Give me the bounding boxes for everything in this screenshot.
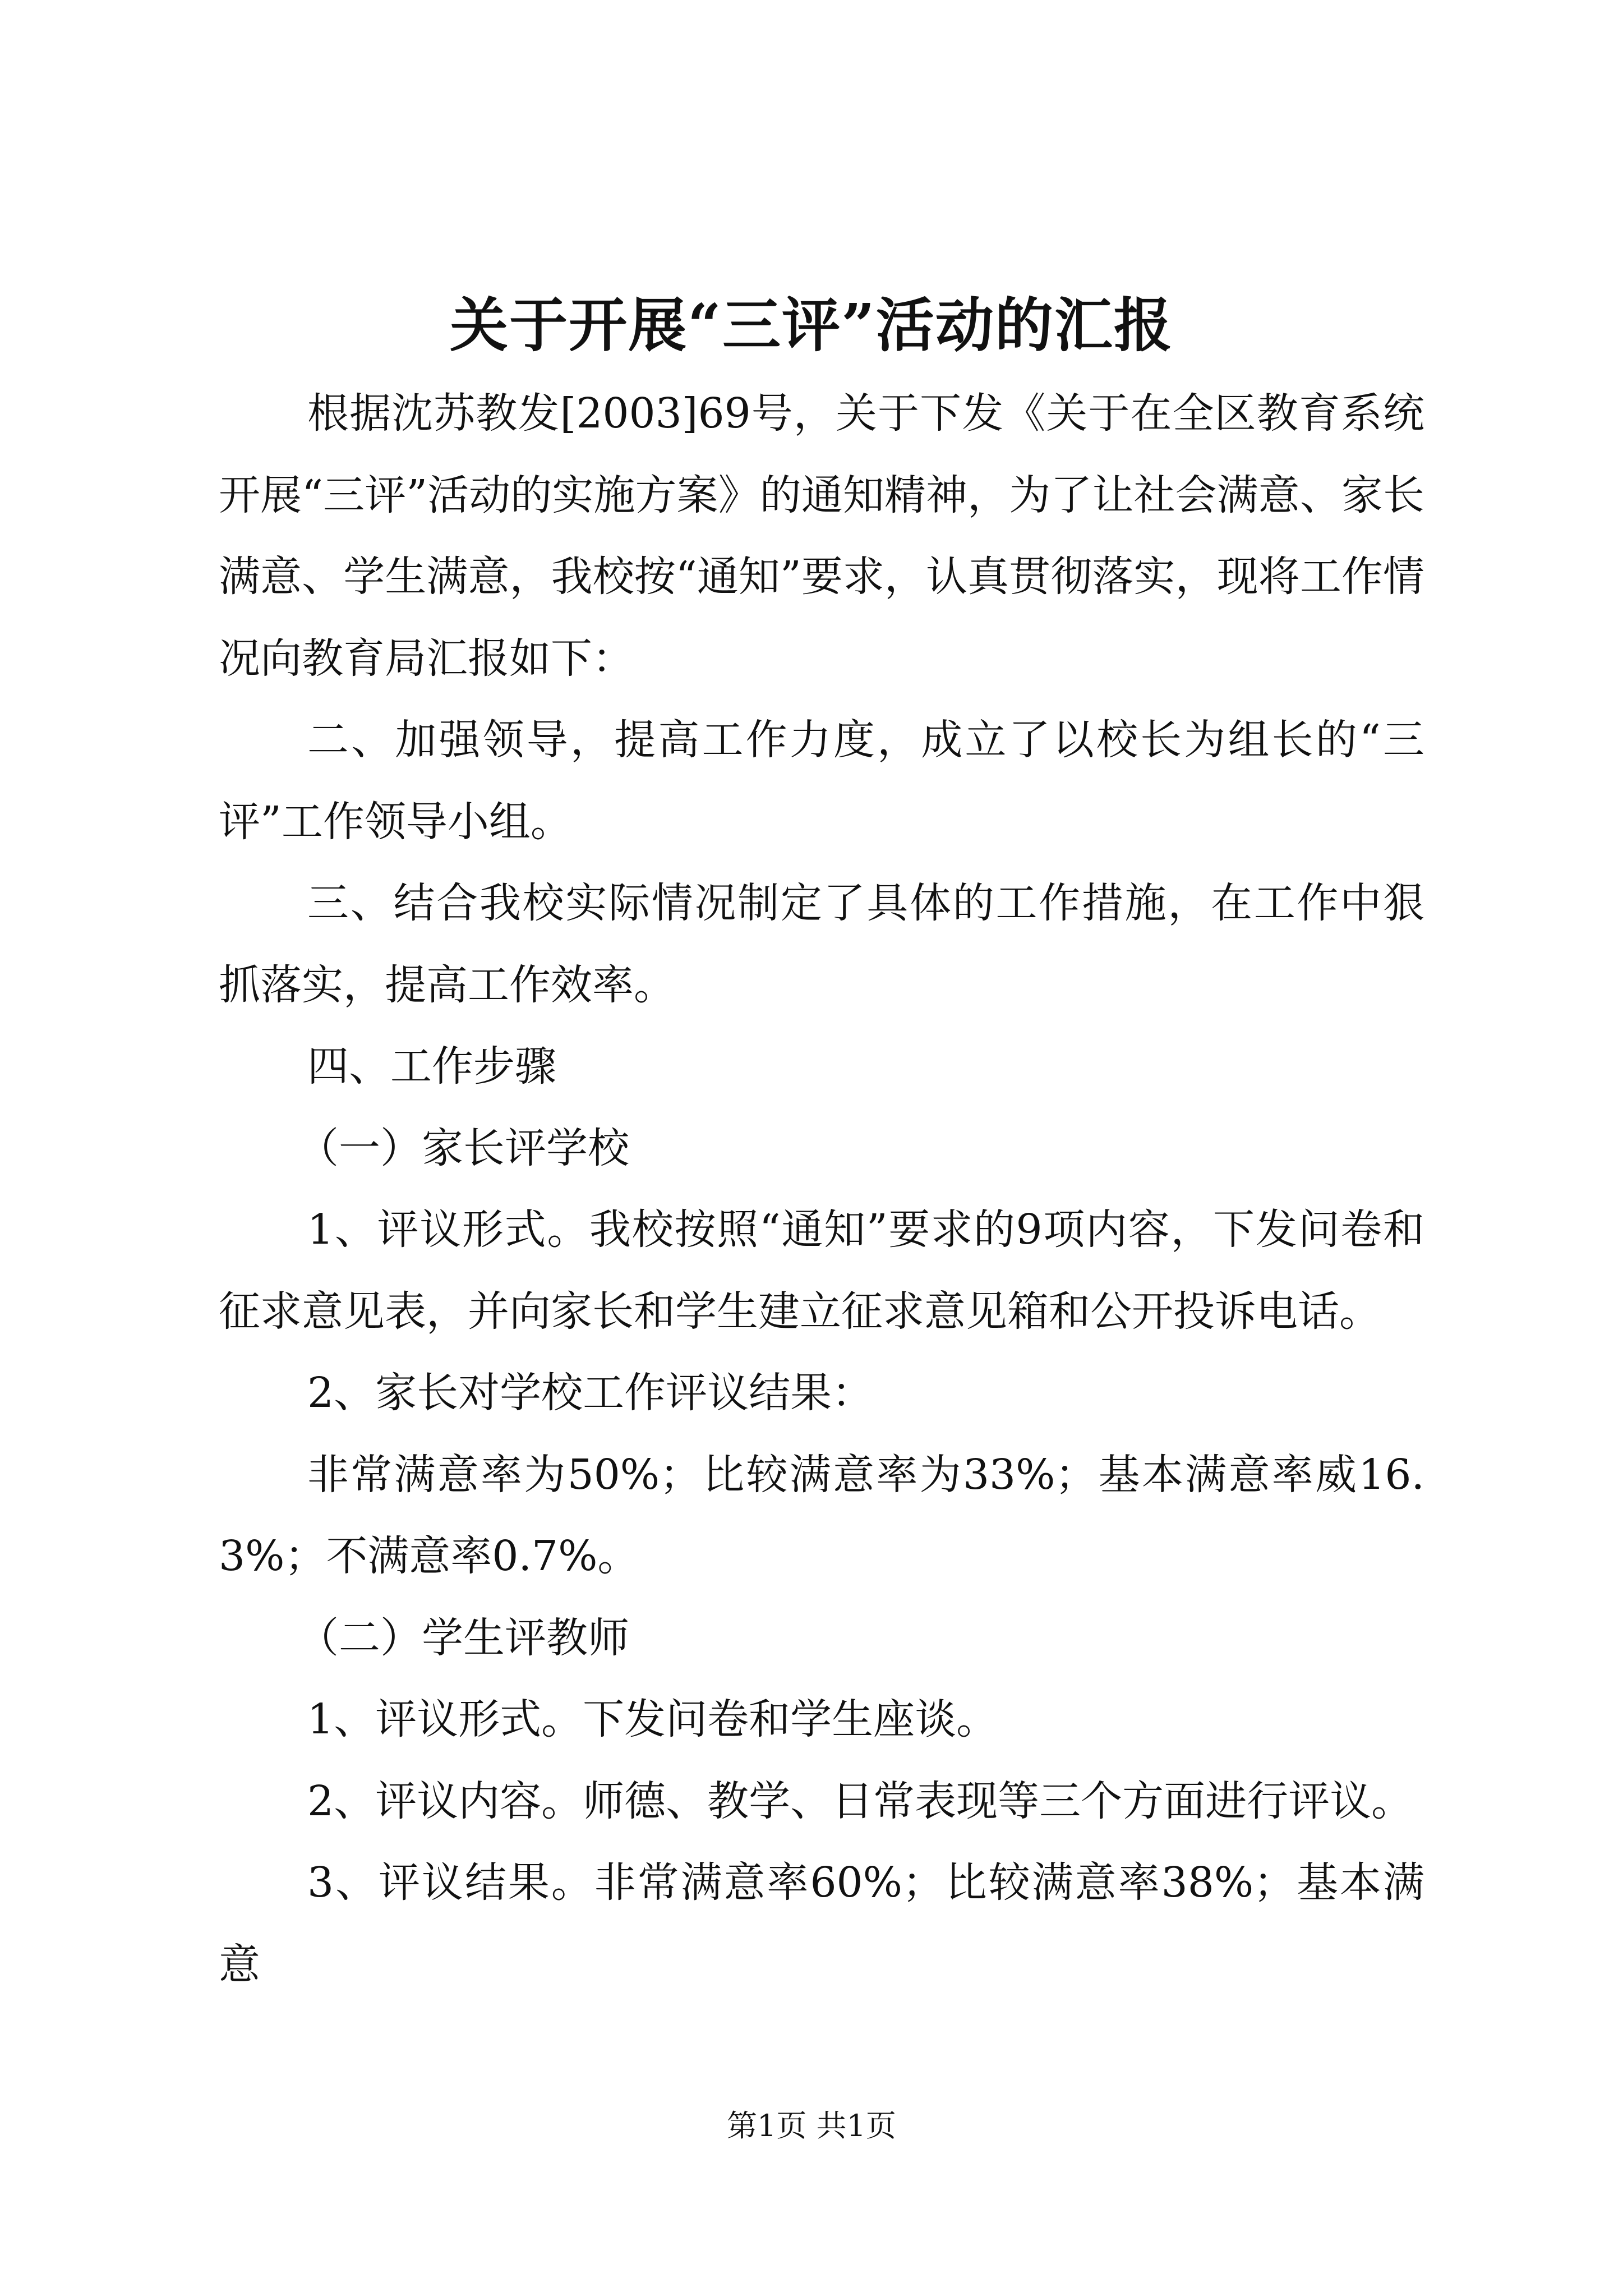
document-title: 关于开展“三评”活动的汇报 <box>450 291 1173 360</box>
paragraph-parent-results: 非常满意率为50%；比较满意率为33%；基本满意率威16.3%；不满意率0.7%。 <box>219 1450 1424 1580</box>
paragraph-leadership: 二、加强领导，提高工作力度，成立了以校长为组长的“三评”工作领导小组。 <box>219 716 1424 846</box>
subsection-heading-students: （二）学生评教师 <box>297 1613 629 1662</box>
section-heading-steps: 四、工作步骤 <box>307 1042 556 1091</box>
paragraph-student-content: 2、评议内容。师德、教学、日常表现等三个方面进行评议。 <box>307 1777 1413 1825</box>
paragraph-parent-form: 1、评议形式。我校按照“通知”要求的9项内容，下发问卷和征求意见表，并向家长和学生建立征求意见箱和公开投诉电话。 <box>219 1205 1424 1336</box>
paragraph-parent-results-label: 2、家长对学校工作评议结果： <box>307 1369 874 1417</box>
paragraph-student-form: 1、评议形式。下发问卷和学生座谈。 <box>307 1695 998 1743</box>
paragraph-intro: 根据沈苏教发[2003]69号，关于下发《关于在全区教育系统开展“三评”活动的实施方案》的通知精神，为了让社会满意、家长满意、学生满意，我校按“通知”要求，认真贯彻落实，现将工作情况向教育局汇报如下： <box>219 389 1424 683</box>
page-footer: 第1页 共1页 <box>727 2108 896 2143</box>
paragraph-student-results: 3、评议结果。非常满意率60%；比较满意率38%；基本满意 <box>219 1858 1424 1989</box>
subsection-heading-parents: （一）家长评学校 <box>297 1124 629 1172</box>
document-body <box>219 373 1424 2005</box>
paragraph-measures: 三、结合我校实际情况制定了具体的工作措施，在工作中狠抓落实，提高工作效率。 <box>219 879 1424 1009</box>
